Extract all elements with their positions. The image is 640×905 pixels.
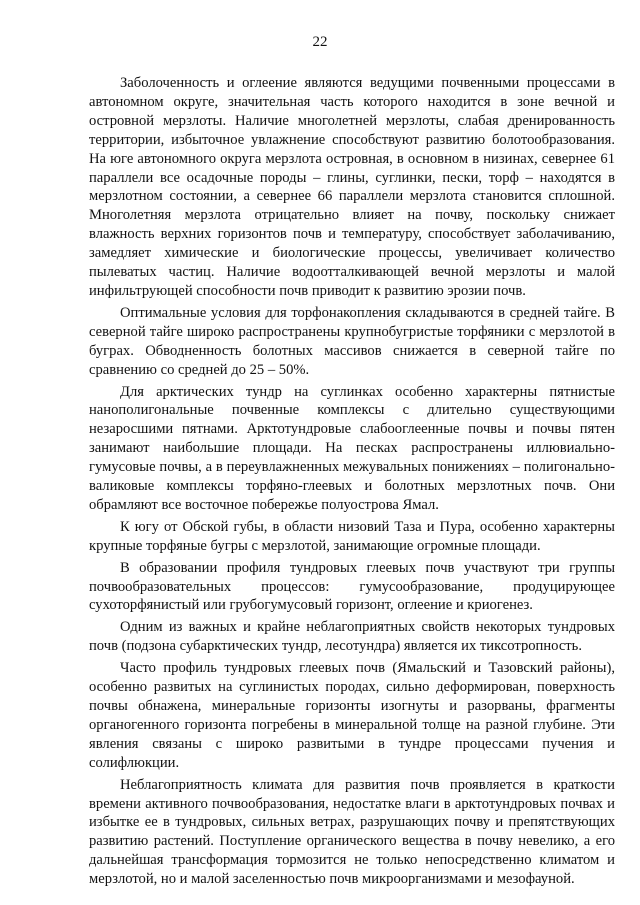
- paragraph: К югу от Обской губы, в области низовий Таза и Пура, особенно характерны крупные торфяные бугры с мерзлотой, занимающие огромные площади.: [89, 518, 615, 554]
- body-text: [89, 74, 615, 892]
- paragraph: Для арктических тундр на суглинках особенно характерны пятнистые нанополигональные почвенные комплексы с длительно существующими незаросшими пятнами. Арктотундровые слабооглеенные почвы и почвы пятен занимают наибольшие площади. На песках распространены иллювиально-гумусовые почвы, а в переувлажненных межувальных понижениях – полигонально-валиковые комплексы торфяно-глеевых и болотных мерзлотных почв. Они обрамляют все восточное побережье полуострова Ямал.: [89, 383, 615, 513]
- paragraph: Неблагоприятность климата для развития почв проявляется в краткости времени активного почвообразования, недостатке влаги в арктотундровых почвах и избытке ее в тундровых, сильных ветрах, разрушающих почву и препятствующих развитию растений. Поступление органического вещества в почву невелико, а его дальнейшая трансформация тормозится не только непосредственно климатом и мерзлотой, но и малой заселенностью почв микроорганизмами и мезофауной.: [89, 776, 615, 888]
- paragraph: Часто профиль тундровых глеевых почв (Ямальский и Тазовский районы), особенно развитых на суглинистых породах, сильно деформирован, поверхность почвы обнажена, минеральные горизонты изогнуты и разорваны, фрагменты органогенного горизонта погребены в минеральной толще на разной глубине. Эти явления связаны с широко развитыми в тундре процессами пучения и солифлюкции.: [89, 660, 615, 771]
- paragraph: Одним из важных и крайне неблагоприятных свойств некоторых тундровых почв (подзона субарктических тундр, лесотундра) является их тиксотропность.: [89, 619, 615, 655]
- paragraph: Заболоченность и оглеение являются ведущими почвенными процессами в автономном округе, значительная часть которого находится в зоне вечной и островной мерзлоты. Наличие многолетней мерзлоты, слабая дренированность территории, избыточное увлажнение способствуют развитию болотообразования. На юге автономного округа мерзлота островная, в основном в низинах, севернее 61 параллели все осадочные породы – глины, суглинки, пески, торф – находятся в мерзлотном состоянии, а севернее 66 параллели мерзлота становится сплошной. Многолетняя мерзлота отрицательно влияет на почву, поскольку снижает влажность верхних горизонтов почв и температуру, способствует заболачиванию, замедляет химические и биологические процессы, увеличивает количество пылеватых частиц. Наличие водоотталкивающей вечной мерзлоты и малой инфильтрующей способности почв приводит к развитию эрозии почв.: [89, 75, 615, 299]
- paragraph: В образовании профиля тундровых глеевых почв участвуют три группы почвообразовательных процессов: гумусообразование, продуцирующее сухоторфянистый или грубогумусовый горизонт, оглеение и криогенез.: [89, 559, 615, 614]
- paragraph: Оптимальные условия для торфонакопления складываются в средней тайге. В северной тайге широко распространены крупнобугристые торфяники с мерзлотой в буграх. Обводненность болотных массивов снижается в северной тайге по сравнению со средней до 25 – 50%.: [89, 304, 615, 378]
- page-number: 22: [312, 34, 328, 50]
